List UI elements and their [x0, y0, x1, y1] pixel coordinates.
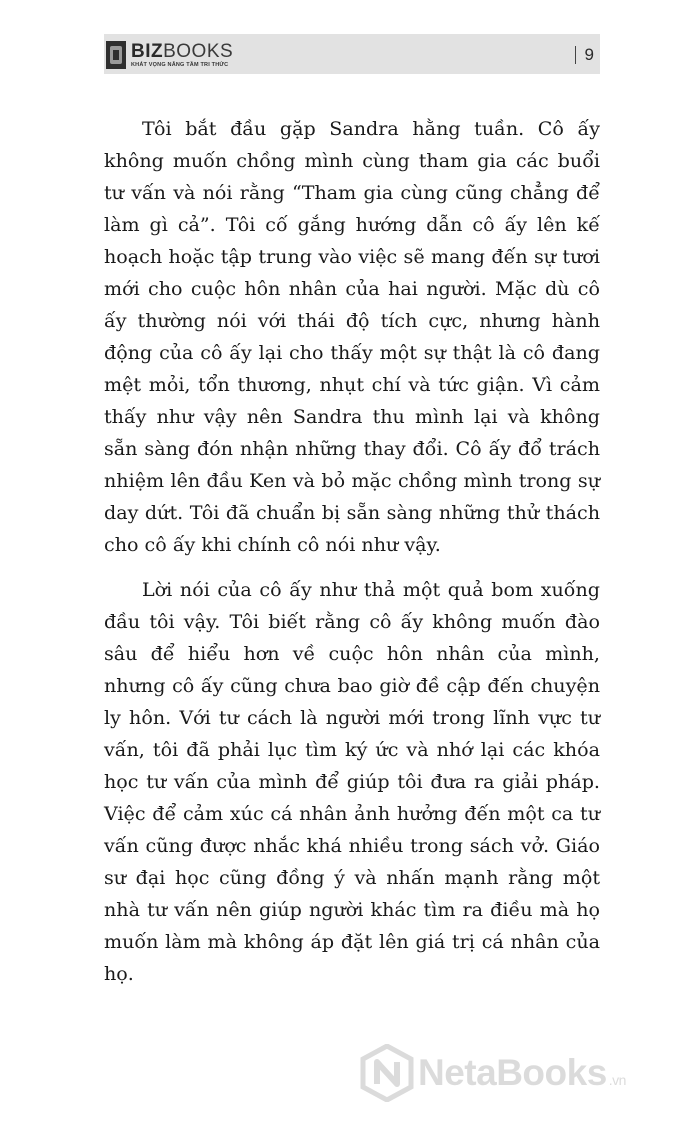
brand-name-bold: BIZ	[131, 40, 164, 62]
brand-name-light: BOOKS	[163, 40, 234, 62]
watermark-brand: NetaBooks	[418, 1052, 607, 1093]
brand-name	[131, 42, 233, 61]
watermark-suffix: .vn	[608, 1072, 626, 1088]
netabooks-logo-icon	[360, 1044, 414, 1102]
publisher-logo	[106, 38, 233, 72]
bizbooks-logo-icon	[106, 41, 126, 69]
page-number-value: 9	[584, 45, 594, 64]
page-body	[104, 113, 600, 990]
watermark-text	[418, 1052, 626, 1094]
body-paragraph: Tôi bắt đầu gặp Sandra hằng tuần. Cô ấy không muốn chồng mình cùng tham gia các buổi tư vấn và nói rằng “Tham gia cùng cũng chẳng để làm gì cả”. Tôi cố gắng hướng dẫn cô ấy lên kế hoạch hoặc tập trung vào việc sẽ mang đến sự tươi mới cho cuộc hôn nhân của hai người. Mặc dù cô ấy thường nói với thái độ tích cực, nhưng hành động của cô ấy lại cho thấy một sự thật là cô đang mệt mỏi, tổn thương, nhụt chí và tức giận. Vì cảm thấy như vậy nên Sandra thu mình lại và không sẵn sàng đón nhận những thay đổi. Cô ấy đổ trách nhiệm lên đầu Ken và bỏ mặc chồng mình trong sự day dứt. Tôi đã chuẩn bị sẵn sàng những thử thách cho cô ấy khi chính cô nói như vậy.	[104, 117, 600, 556]
page-number-divider	[575, 46, 576, 64]
body-paragraph: Lời nói của cô ấy như thả một quả bom xuống đầu tôi vậy. Tôi biết rằng cô ấy không muốn đào sâu để hiểu hơn về cuộc hôn nhân của mình, nhưng cô ấy cũng chưa bao giờ đề cập đến chuyện ly hôn. Với tư cách là người mới trong lĩnh vực tư vấn, tôi đã phải lục tìm ký ức và nhớ lại các khóa học tư vấn của mình để giúp tôi đưa ra giải pháp. Việc để cảm xúc cá nhân ảnh hưởng đến một ca tư vấn cũng được nhắc khá nhiều trong sách vở. Giáo sư đại học cũng đồng ý và nhấn mạnh rằng một nhà tư vấn nên giúp người khác tìm ra điều mà họ muốn làm mà không áp đặt lên giá trị cá nhân của họ.	[104, 578, 600, 985]
netabooks-watermark	[360, 1042, 626, 1104]
brand-tagline: KHÁT VỌNG NÂNG TẦM TRI THỨC	[131, 61, 229, 68]
page-number	[575, 42, 594, 68]
